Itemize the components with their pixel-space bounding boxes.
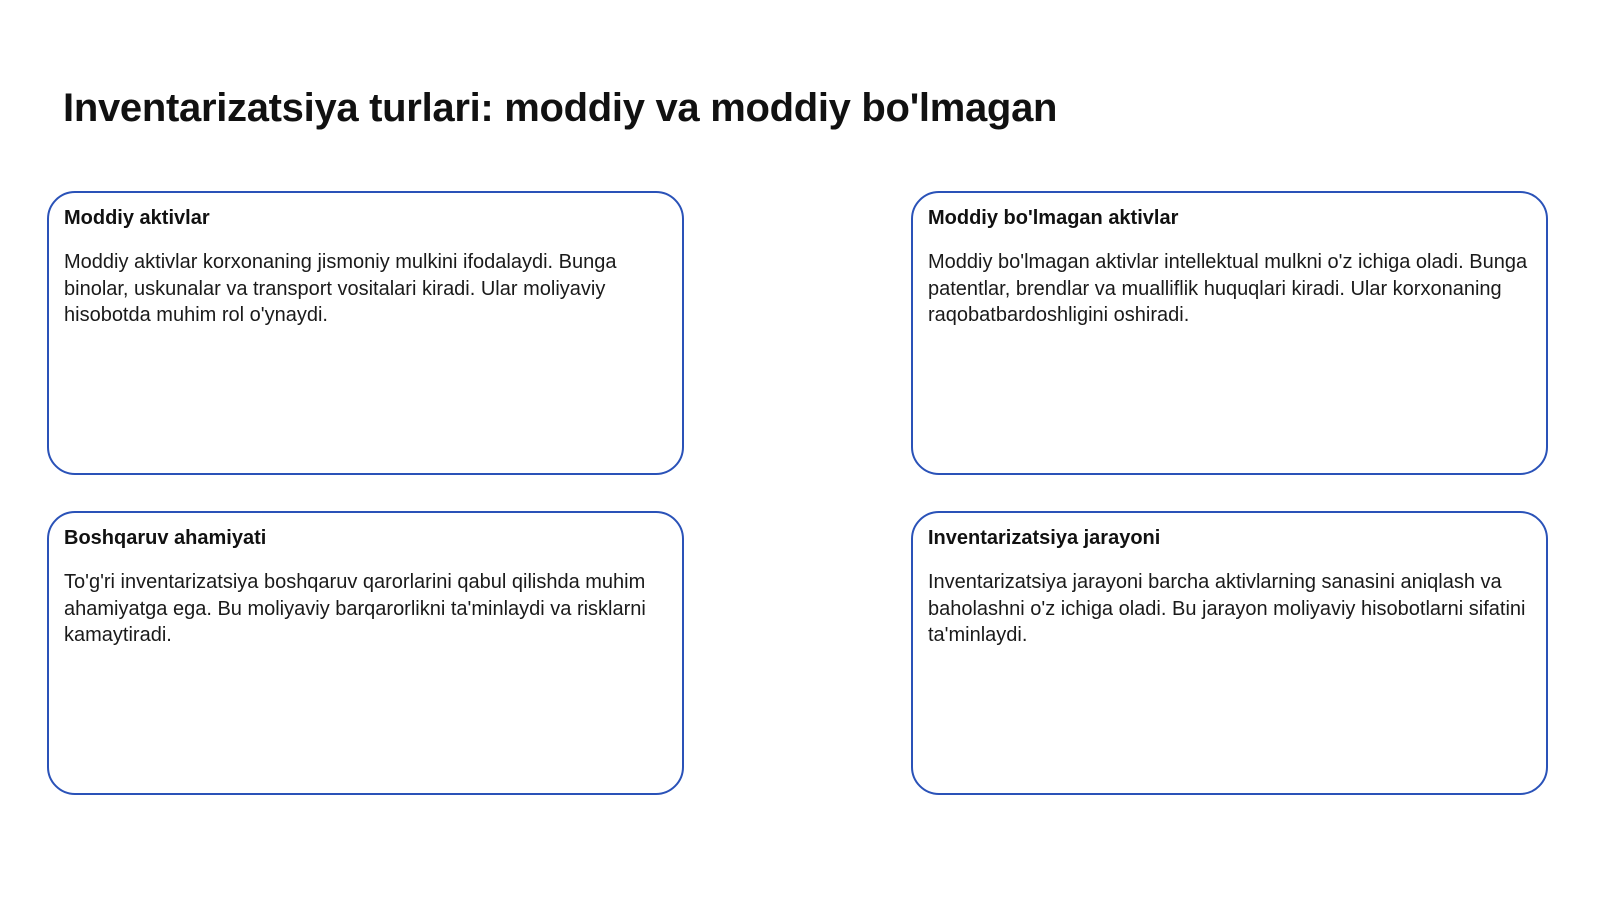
- card-title: Moddiy aktivlar: [64, 207, 210, 229]
- card-inventory-process: [911, 511, 1548, 795]
- card-management-importance: [47, 511, 684, 795]
- card-title: Moddiy bo'lmagan aktivlar: [928, 207, 1179, 229]
- card-text: Moddiy bo'lmagan aktivlar intellektual mulkni o'z ichiga oladi. Bunga patentlar, brendlar va mualliflik huquqlari kiradi. Ular korxonaning raqobatbardoshligini oshiradi.: [928, 251, 1528, 327]
- card-text: To'g'ri inventarizatsiya boshqaruv qarorlarini qabul qilishda muhim ahamiyatga ega. Bu moliyaviy barqarorlikni ta'minlaydi va risklarni kamaytiradi.: [64, 571, 646, 647]
- card-tangible-assets: [47, 191, 684, 475]
- card-text: Moddiy aktivlar korxonaning jismoniy mulkini ifodalaydi. Bunga binolar, uskunalar va transport vositalari kiradi. Ular moliyaviy hisobotda muhim rol o'ynaydi.: [64, 251, 617, 327]
- card-title: Inventarizatsiya jarayoni: [928, 527, 1161, 549]
- card-title: Boshqaruv ahamiyati: [64, 527, 267, 549]
- card-text: Inventarizatsiya jarayoni barcha aktivlarning sanasini aniqlash va baholashni o'z ichiga oladi. Bu jarayon moliyaviy hisobotlarni sifatini ta'minlaydi.: [928, 571, 1526, 647]
- card-intangible-assets: [911, 191, 1548, 475]
- slide-title: Inventarizatsiya turlari: moddiy va moddiy bo'lmagan: [63, 86, 1058, 130]
